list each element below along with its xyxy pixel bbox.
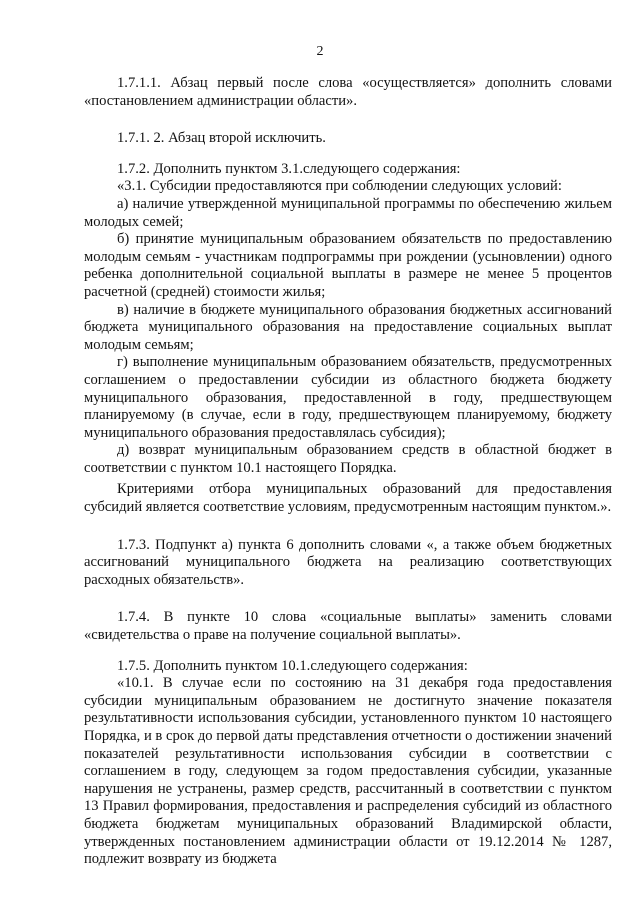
- condition-g: г) выполнение муниципальным образованием обязательств, предусмотренных соглашением о предоставлении субсидии из областного бюджета бюджету муниципального образования, предоставленной в году, предшествующем планируемому (в случае, если в году, предшествующем планируемому, бюджету муниципального образования предоставлялась субсидия);: [84, 354, 612, 441]
- paragraph-1-7-1-1: 1.7.1.1. Абзац первый после слова «осуществляется» дополнить словами «постановлением администрации области».: [84, 75, 612, 109]
- condition-v: в) наличие в бюджете муниципального образования бюджетных ассигнований бюджета муниципального образования на предоставление социальных выплат молодым семьям;: [84, 301, 612, 353]
- paragraph-1-7-4: 1.7.4. В пункте 10 слова «социальные выплаты» заменить словами «свидетельства о праве на получение социальной выплаты».: [84, 609, 612, 644]
- paragraph-1-7-3: 1.7.3. Подпункт а) пункта 6 дополнить словами «, а также объем бюджетных ассигнований муниципального бюджета на реализацию соответствующих расходных обязательств».: [84, 536, 612, 588]
- paragraph-3-1: «3.1. Субсидии предоставляются при соблюдении следующих условий:: [117, 178, 562, 195]
- paragraph-1-7-2: 1.7.2. Дополнить пунктом 3.1.следующего содержания:: [117, 160, 461, 177]
- document-body: [84, 75, 612, 869]
- condition-d: д) возврат муниципальным образованием средств в областной бюджет в соответствии с пунктом 10.1 настоящего Порядка.: [84, 442, 612, 476]
- page-number: 2: [316, 44, 324, 59]
- condition-b: б) принятие муниципальным образованием обязательств по предоставлению молодым семьям - участникам подпрограммы при рождении (усыновлении) одного ребенка дополнительной социальной выплаты в размере не менее 5 процентов расчетной (средней) стоимости жилья;: [84, 231, 612, 300]
- selection-criteria: Критериями отбора муниципальных образований для предоставления субсидий является соответствие условиям, предусмотренным настоящим пунктом.».: [84, 481, 612, 516]
- paragraph-10-1: «10.1. В случае если по состоянию на 31 декабря года предоставления субсидии муниципальным образованием не достигнуто значение показателя результативности использования субсидии, установленного пунктом 10 настоящего Порядка, и в срок до первой даты представления отчетности о достижении значений показателей результативности использования субсидии в соответствии с соглашением в году, следующем за годом предоставления субсидии, указанные нарушения не устранены, размер средств, рассчитанный в соответствии с пунктом 13 Правил формирования, предоставления и распределения субсидий из областного бюджета бюджетам муниципальных образований Владимирской области, утвержденных постановлением администрации области от 19.12.2014 № 1287, подлежит возврату из бюджета: [84, 675, 612, 868]
- condition-a: а) наличие утвержденной муниципальной программы по обеспечению жильем молодых семей;: [84, 195, 612, 230]
- paragraph-1-7-1-2: 1.7.1. 2. Абзац второй исключить.: [117, 130, 326, 147]
- paragraph-1-7-5: 1.7.5. Дополнить пунктом 10.1.следующего содержания:: [117, 657, 468, 674]
